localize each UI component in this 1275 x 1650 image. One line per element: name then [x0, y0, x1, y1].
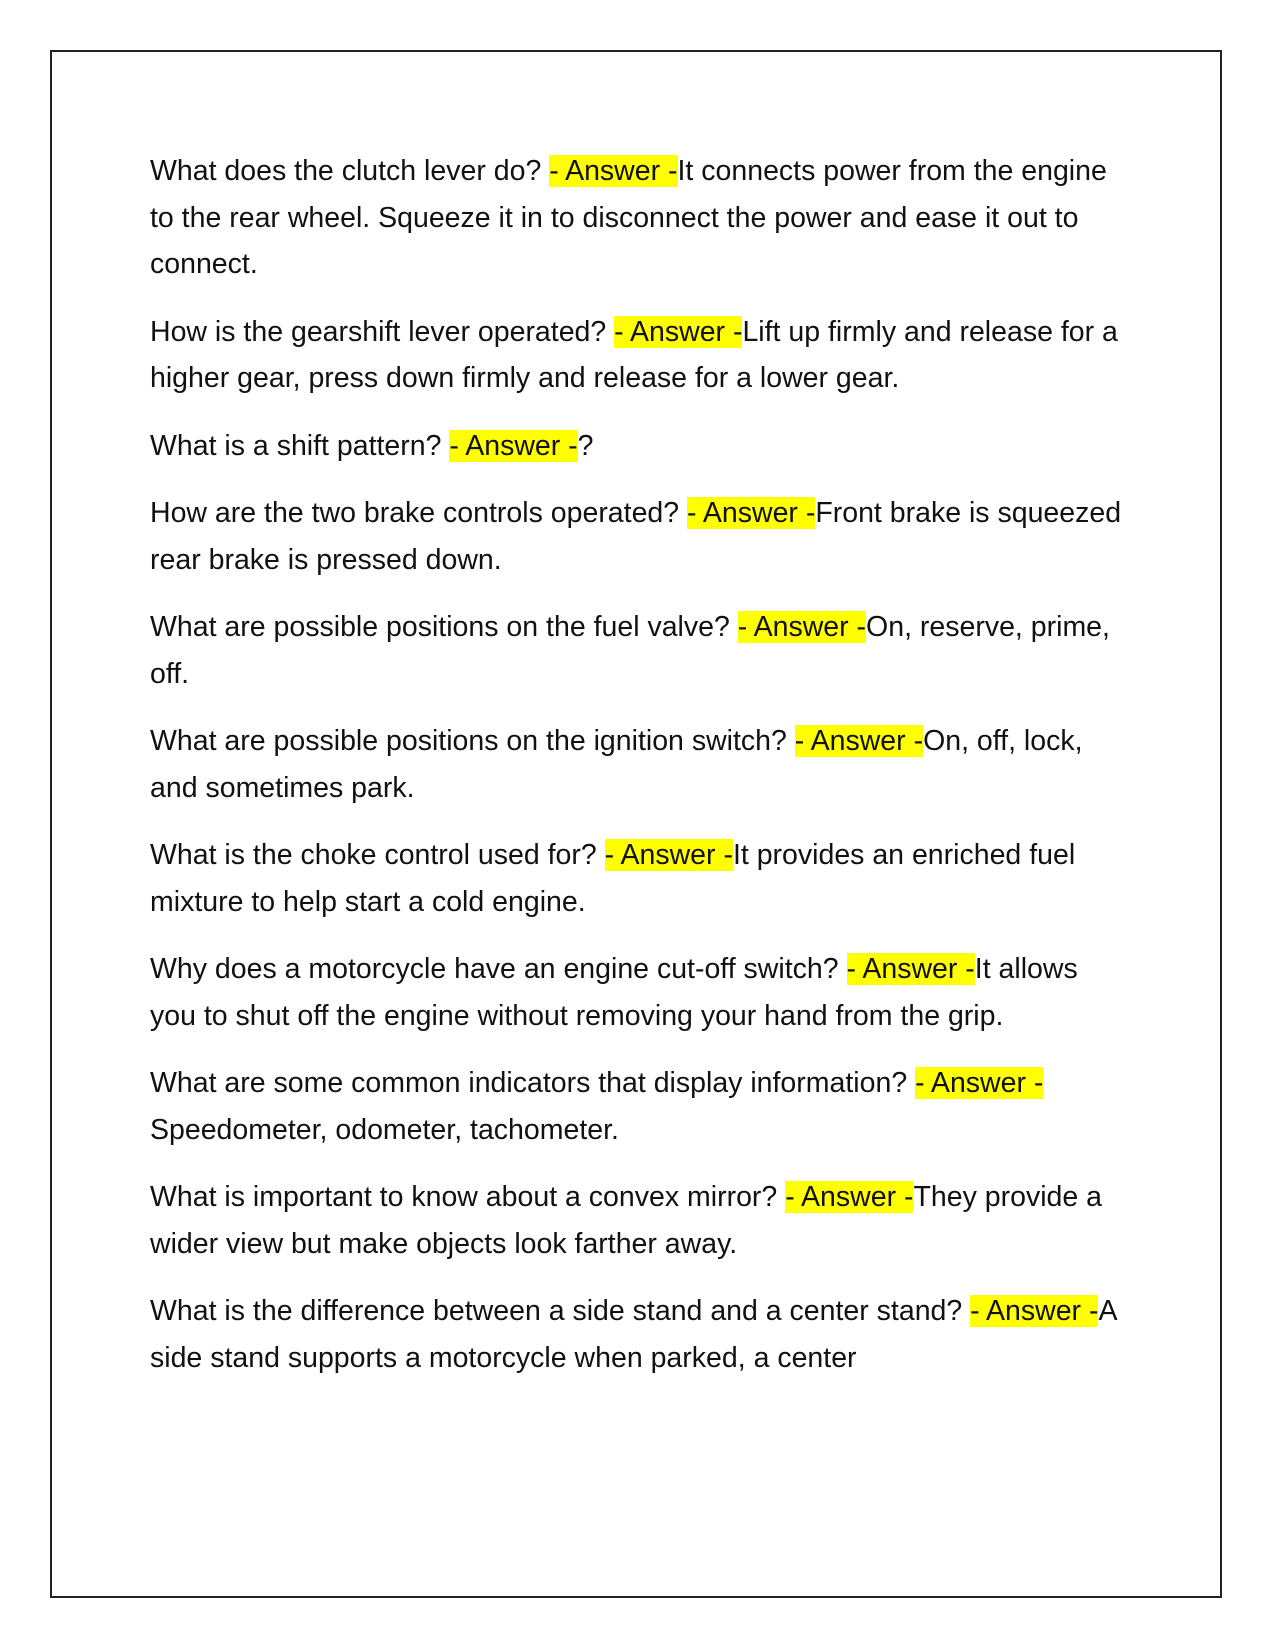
qa-item	[150, 1060, 1130, 1153]
qa-item	[150, 1288, 1130, 1381]
question-text: What does the clutch lever do?	[150, 155, 550, 187]
answer-marker-highlight: - Answer -	[604, 839, 733, 871]
question-text: What are possible positions on the ignition switch?	[150, 725, 795, 757]
answer-text: Front brake is squeezed rear brake is pressed down.	[150, 497, 1122, 576]
answer-text: On, off, lock, and sometimes park.	[150, 725, 1083, 804]
qa-item	[150, 423, 1130, 470]
answer-marker-highlight: - Answer -	[449, 429, 578, 462]
qa-item	[150, 718, 1130, 811]
qa-item	[150, 604, 1130, 697]
question-text: What is a shift pattern?	[150, 429, 450, 462]
answer-text: On, reserve, prime, off.	[150, 611, 1110, 690]
answer-text: It connects power from the engine to the rear wheel. Squeeze it in to disconnect the power and ease it out to connect.	[150, 155, 1107, 280]
answer-text: They provide a wider view but make objects look farther away.	[150, 1181, 1102, 1260]
answer-marker-highlight: - Answer -	[549, 155, 678, 187]
answer-text: Lift up firmly and release for a higher gear, press down firmly and release for a lower gear.	[150, 315, 1118, 394]
answer-text: Speedometer, odometer, tachometer.	[150, 1113, 619, 1146]
question-text: Why does a motorcycle have an engine cut-off switch?	[150, 953, 847, 985]
answer-text: It allows you to shut off the engine without removing your hand from the grip.	[150, 953, 1078, 1032]
answer-text: A side stand supports a motorcycle when parked, a center	[150, 1295, 1116, 1374]
answer-text: It provides an enriched fuel mixture to help start a cold engine.	[150, 839, 1076, 918]
answer-marker-highlight: - Answer -	[794, 725, 924, 757]
question-text: What are some common indicators that display information?	[150, 1067, 916, 1099]
question-text: How are the two brake controls operated?	[150, 497, 688, 529]
answer-text: ?	[577, 429, 594, 462]
qa-item	[150, 309, 1130, 402]
question-text: What is the difference between a side stand and a center stand?	[150, 1295, 971, 1327]
question-text: How is the gearshift lever operated?	[150, 315, 615, 348]
answer-marker-highlight: - Answer -	[915, 1067, 1044, 1099]
answer-marker-highlight: - Answer -	[737, 611, 867, 643]
answer-marker-highlight: - Answer -	[614, 315, 743, 348]
qa-list	[150, 148, 1130, 1402]
qa-item	[150, 946, 1130, 1039]
question-text: What is important to know about a convex mirror?	[150, 1181, 786, 1213]
question-text: What are possible positions on the fuel valve?	[150, 611, 738, 643]
qa-item	[150, 490, 1130, 583]
answer-marker-highlight: - Answer -	[970, 1295, 1099, 1327]
qa-item	[150, 148, 1130, 288]
answer-marker-highlight: - Answer -	[687, 497, 816, 529]
answer-marker-highlight: - Answer -	[785, 1181, 914, 1213]
qa-item	[150, 832, 1130, 925]
qa-item	[150, 1174, 1130, 1267]
question-text: What is the choke control used for?	[150, 839, 605, 871]
answer-marker-highlight: - Answer -	[846, 953, 975, 985]
